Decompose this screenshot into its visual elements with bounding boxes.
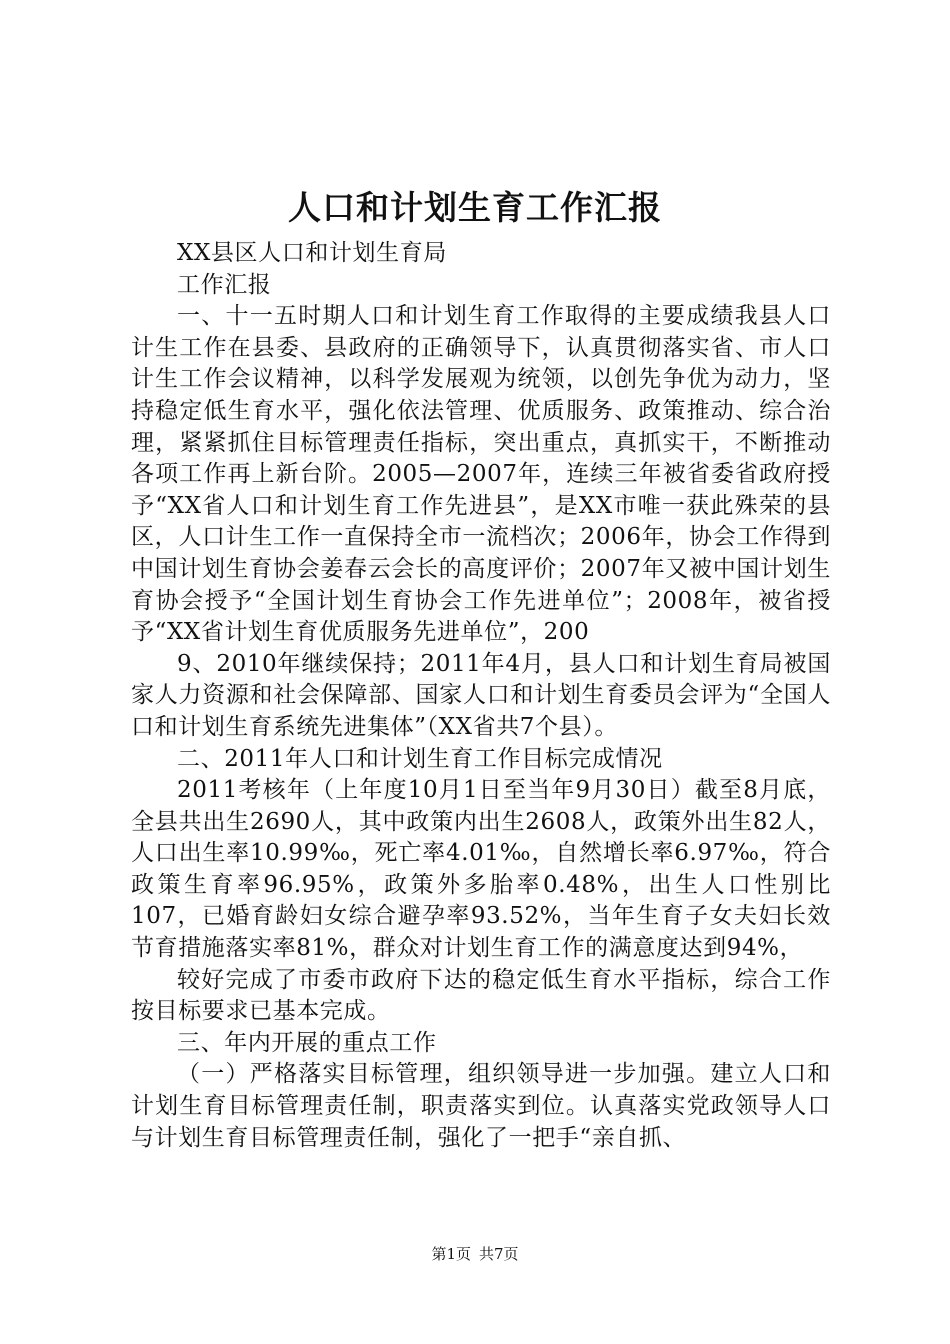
paragraph-section-3-item-1: （一）严格落实目标管理，组织领导进一步加强。建立人口和计划生育目标管理责任制，职责落实到位。认真落实党政领导人口与计划生育目标管理责任制，强化了一把手“亲自抓、	[131, 1061, 831, 1151]
document-title: 人口和计划生育工作汇报	[288, 188, 662, 227]
page-total: 共7页	[479, 1245, 519, 1263]
page-number: 第1页	[431, 1245, 471, 1263]
paragraph-section-1: 一、十一五时期人口和计划生育工作取得的主要成绩我县人口计生工作在县委、县政府的正确领导下，认真贯彻落实省、市人口计生工作会议精神，以科学发展观为统领，以创先争优为动力，坚持稳定低生育水平，强化依法管理、优质服务、政策推动、综合治理，紧紧抓住目标管理责任指标，突出重点，真抓实干，不断推动各项工作再上新台阶。2005—2007年，连续三年被省委省政府授予“XX省人口和计划生育工作先进县”，是XX市唯一获此殊荣的县区，人口计生工作一直保持全市一流档次；2006年，协会工作得到中国计划生育协会姜春云会长的高度评价；2007年又被中国计划生育协会授予“全国计划生育协会工作先进单位”；2008年，被省授予“XX省计划生育优质服务先进单位”，200	[131, 303, 831, 646]
paragraph-section-3-heading: 三、年内开展的重点工作	[177, 1029, 437, 1056]
document-body	[131, 238, 831, 1154]
page-footer	[0, 1244, 950, 1264]
paragraph-subtitle: 工作汇报	[177, 271, 272, 298]
paragraph-department: XX县区人口和计划生育局	[177, 240, 447, 266]
paragraph-section-2-heading: 二、2011年人口和计划生育工作目标完成情况	[177, 745, 663, 772]
paragraph-section-1-cont: 9、2010年继续保持；2011年4月，县人口和计划生育局被国家人力资源和社会保障部、国家人口和计划生育委员会评为“全国人口和计划生育系统先进集体”（XX省共7个县）。	[131, 650, 831, 740]
paragraph-section-2-summary: 较好完成了市委市政府下达的稳定低生育水平指标，综合工作按目标要求已基本完成。	[131, 966, 831, 1025]
paragraph-section-2-stats: 2011考核年（上年度10月1日至当年9月30日）截至8月底，全县共出生2690人，其中政策内出生2608人，政策外出生82人，人口出生率10.99‰，死亡率4.01‰，自然增长率6.97‰，符合政策生育率96.95%，政策外多胎率0.48%，出生人口性别比107，已婚育龄妇女综合避孕率93.52%，当年生育子女夫妇长效节育措施落实率81%，群众对计划生育工作的满意度达到94%，	[131, 777, 831, 962]
